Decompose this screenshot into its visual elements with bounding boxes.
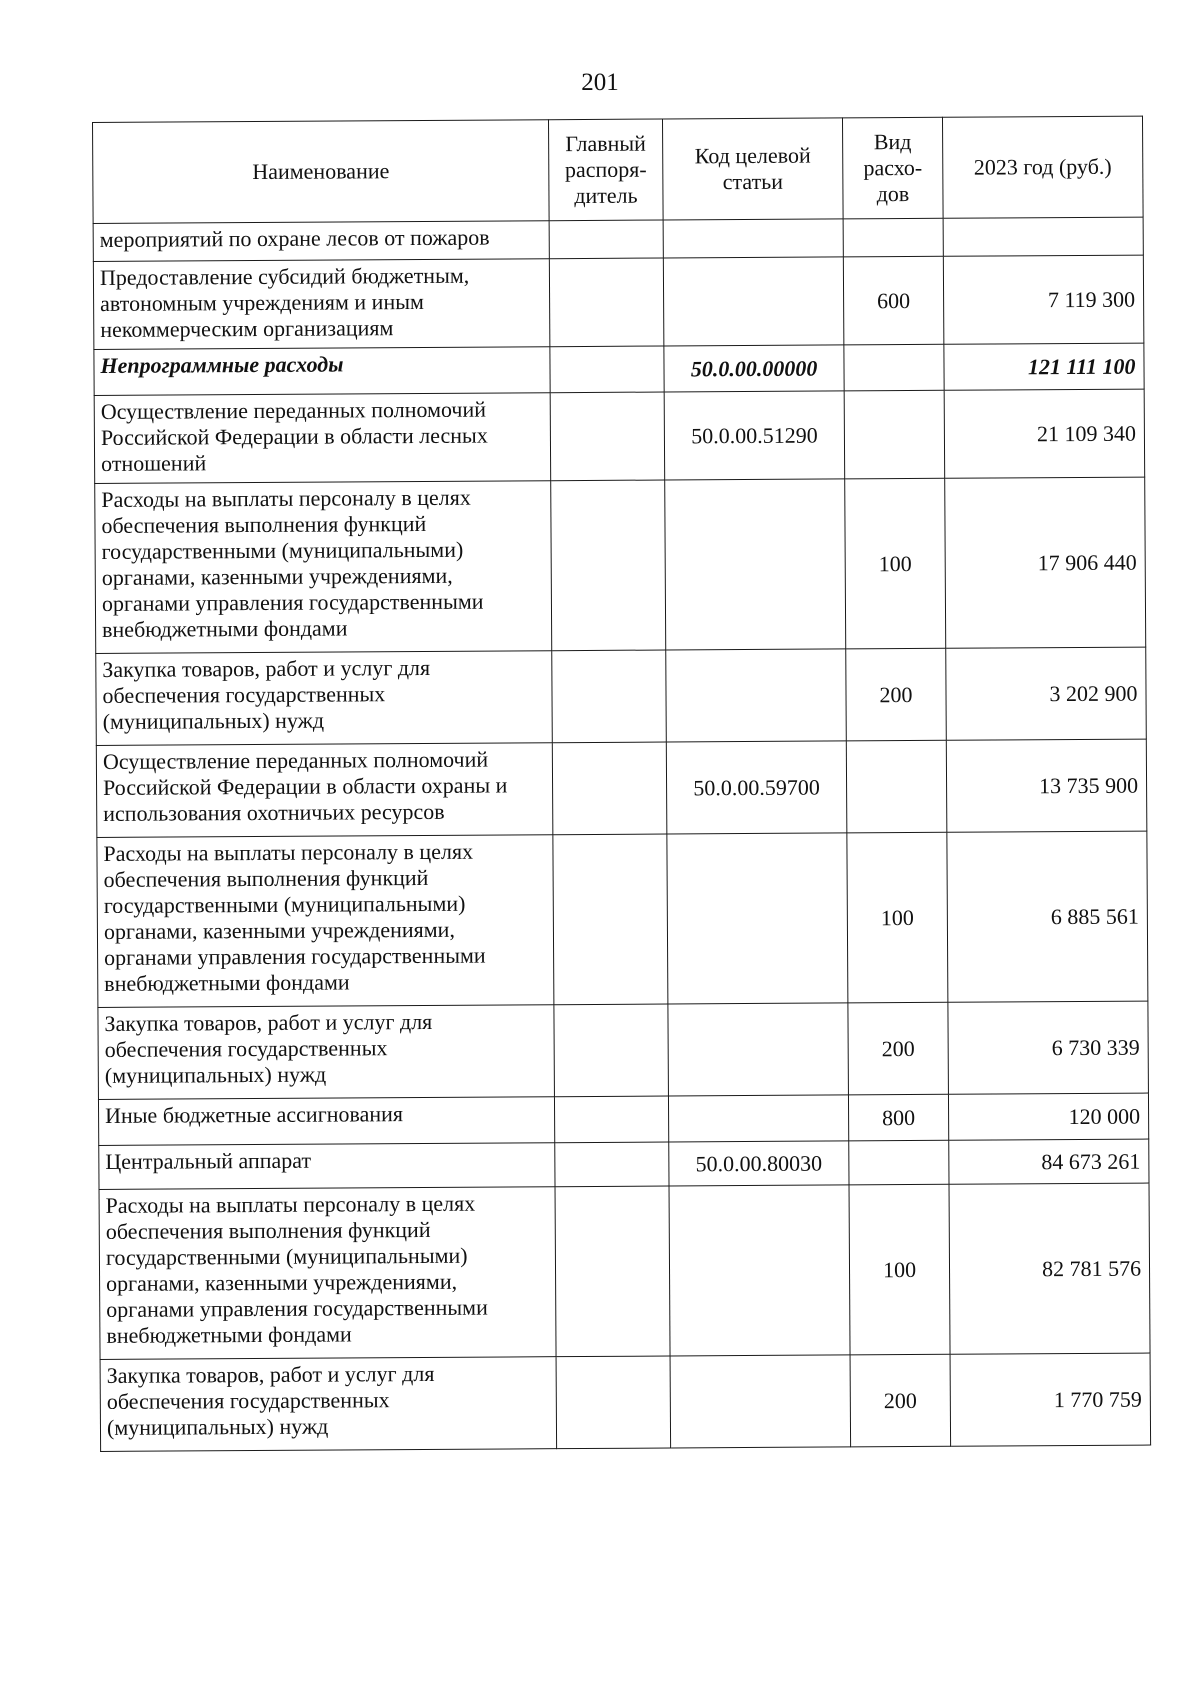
cell-target-code bbox=[663, 257, 844, 346]
table-row bbox=[100, 1353, 1151, 1451]
cell-name: Непрограммные расходы bbox=[94, 347, 550, 396]
cell-expense-type bbox=[849, 1140, 949, 1185]
cell-expense-type: 100 bbox=[847, 832, 948, 1003]
cell-amount: 121 111 100 bbox=[944, 343, 1144, 390]
header-target-code: Код целевой статьи bbox=[662, 118, 843, 220]
cell-manager bbox=[556, 1356, 671, 1449]
cell-target-code: 50.0.00.00000 bbox=[664, 345, 844, 392]
cell-manager bbox=[553, 834, 668, 1005]
cell-expense-type: 200 bbox=[846, 648, 947, 741]
cell-target-code: 50.0.00.80030 bbox=[669, 1141, 849, 1186]
cell-expense-type: 200 bbox=[848, 1002, 949, 1095]
cell-manager bbox=[551, 480, 666, 651]
cell-manager bbox=[555, 1186, 670, 1357]
table-row bbox=[97, 831, 1148, 1007]
cell-amount bbox=[943, 217, 1143, 256]
cell-amount: 120 000 bbox=[948, 1093, 1148, 1140]
cell-name: мероприятий по охране лесов от пожаров bbox=[93, 221, 549, 262]
cell-amount: 3 202 900 bbox=[946, 647, 1147, 740]
cell-manager bbox=[552, 742, 667, 835]
cell-amount: 13 735 900 bbox=[946, 739, 1147, 832]
cell-expense-type: 100 bbox=[849, 1184, 950, 1355]
header-name: Наименование bbox=[93, 120, 550, 224]
cell-target-code bbox=[670, 1355, 851, 1448]
table-row bbox=[96, 739, 1147, 837]
table-row bbox=[94, 389, 1145, 483]
cell-target-code bbox=[663, 219, 843, 258]
cell-amount: 17 906 440 bbox=[945, 477, 1146, 648]
cell-expense-type bbox=[844, 390, 945, 479]
table-row bbox=[99, 1139, 1149, 1189]
cell-target-code bbox=[666, 649, 847, 742]
table-row bbox=[94, 343, 1144, 395]
cell-amount: 1 770 759 bbox=[950, 1353, 1151, 1446]
cell-manager bbox=[555, 1142, 669, 1187]
cell-expense-type: 600 bbox=[843, 256, 944, 345]
table-row bbox=[96, 647, 1147, 745]
table-header-row bbox=[93, 116, 1144, 223]
cell-name: Центральный аппарат bbox=[99, 1143, 555, 1190]
table-row bbox=[98, 1001, 1149, 1099]
cell-name: Иные бюджетные ассигнования bbox=[98, 1097, 554, 1146]
cell-manager bbox=[550, 392, 665, 481]
cell-manager bbox=[550, 346, 664, 393]
cell-manager bbox=[554, 1004, 669, 1097]
cell-name: Предоставление субсидий бюджетным, автономным учреждениям и иным некоммерческим организациям bbox=[93, 259, 550, 350]
cell-expense-type bbox=[846, 740, 947, 833]
cell-expense-type bbox=[843, 218, 943, 257]
cell-name: Осуществление переданных полномочий Российской Федерации в области лесных отношений bbox=[94, 393, 551, 484]
cell-amount: 6 885 561 bbox=[947, 831, 1148, 1002]
cell-name: Закупка товаров, работ и услуг для обеспечения государственных (муниципальных) нужд bbox=[98, 1005, 555, 1100]
table-row bbox=[99, 1183, 1150, 1359]
cell-manager bbox=[552, 650, 667, 743]
page-number: 201 bbox=[581, 69, 619, 96]
cell-target-code: 50.0.00.51290 bbox=[664, 391, 845, 480]
cell-target-code bbox=[667, 833, 848, 1004]
cell-amount: 82 781 576 bbox=[949, 1183, 1150, 1354]
table-row bbox=[93, 217, 1143, 261]
cell-name: Расходы на выплаты персоналу в целях обеспечения выполнения функций государственными (муниципальными) органами, казенными учреждениями, органами управления государственными внебюджетными фондами bbox=[97, 835, 554, 1008]
cell-manager bbox=[554, 1096, 668, 1143]
cell-name: Расходы на выплаты персоналу в целях обеспечения выполнения функций государственными (муниципальными) органами, казенными учреждениями, органами управления государственными внебюджетными фондами bbox=[95, 481, 552, 654]
table-row bbox=[98, 1093, 1148, 1145]
cell-name: Осуществление переданных полномочий Российской Федерации в области охраны и использования охотничьих ресурсов bbox=[96, 743, 553, 838]
cell-target-code bbox=[665, 479, 846, 650]
budget-table-container bbox=[92, 116, 1150, 1452]
cell-amount: 7 119 300 bbox=[943, 255, 1144, 344]
table-row bbox=[93, 255, 1144, 349]
cell-expense-type: 100 bbox=[845, 478, 946, 649]
cell-amount: 21 109 340 bbox=[944, 389, 1145, 478]
cell-name: Закупка товаров, работ и услуг для обеспечения государственных (муниципальных) нужд bbox=[100, 1357, 557, 1452]
cell-expense-type: 800 bbox=[848, 1094, 948, 1141]
cell-expense-type: 200 bbox=[850, 1354, 951, 1447]
header-year: 2023 год (руб.) bbox=[942, 116, 1143, 218]
cell-amount: 6 730 339 bbox=[948, 1001, 1149, 1094]
cell-name: Расходы на выплаты персоналу в целях обеспечения выполнения функций государственными (муниципальными) органами, казенными учреждениями, органами управления государственными внебюджетными фондами bbox=[99, 1187, 556, 1360]
cell-expense-type bbox=[844, 344, 944, 391]
table-body bbox=[93, 217, 1150, 1451]
cell-target-code bbox=[669, 1185, 850, 1356]
header-expense-type: Вид расхо-дов bbox=[842, 117, 943, 219]
cell-target-code bbox=[668, 1095, 848, 1142]
header-manager: Главный распоря-дитель bbox=[548, 119, 663, 221]
table-row bbox=[95, 477, 1146, 653]
cell-amount: 84 673 261 bbox=[949, 1139, 1149, 1184]
cell-manager bbox=[549, 220, 663, 259]
cell-target-code: 50.0.00.59700 bbox=[666, 741, 847, 834]
cell-name: Закупка товаров, работ и услуг для обеспечения государственных (муниципальных) нужд bbox=[96, 651, 553, 746]
budget-table bbox=[92, 116, 1151, 1452]
cell-manager bbox=[549, 258, 664, 347]
cell-target-code bbox=[668, 1003, 849, 1096]
